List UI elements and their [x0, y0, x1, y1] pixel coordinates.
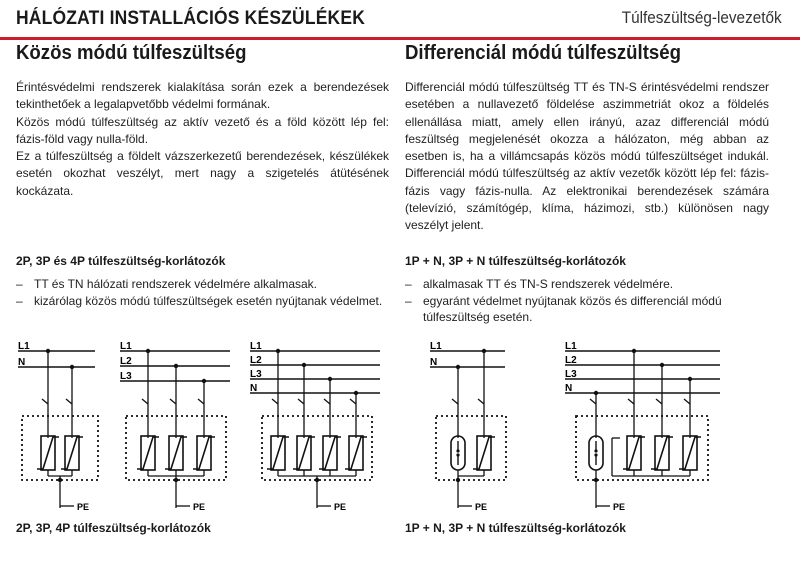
- right-bullet-list: [405, 276, 775, 326]
- diagram-1p-n: [430, 341, 506, 512]
- left-paragraph-1: Érintésvédelmi rendszerek kialakítása során ezek a berendezések tekinthetőek a legalapvetőbb védelmi formának.: [16, 80, 389, 112]
- pe-label: PE: [334, 502, 347, 512]
- pe-label: PE: [475, 502, 488, 512]
- pe-label: PE: [77, 502, 90, 512]
- pe-label: PE: [613, 502, 626, 512]
- list-item: – kizárólag közös módú túlfeszültségek esetén nyújtanak védelmet.: [16, 293, 396, 310]
- line-label: L3: [250, 369, 262, 380]
- line-label: N: [565, 383, 573, 394]
- line-label: L1: [565, 341, 577, 352]
- line-label: L3: [120, 371, 132, 382]
- list-item: – TT és TN hálózati rendszerek védelmére alkalmasak.: [16, 276, 396, 293]
- left-paragraph-2: Közös módú túlfeszültség az aktív vezető és a föld között lép fel: fázis-föld vagy nulla-föld.: [16, 114, 389, 146]
- line-label: L1: [18, 341, 30, 352]
- line-label: L1: [430, 341, 442, 352]
- left-bullet-list: [16, 276, 396, 309]
- line-label: L2: [565, 355, 577, 366]
- line-label: L2: [250, 355, 262, 366]
- left-subtitle: 2P, 3P és 4P túlfeszültség-korlátozók: [16, 254, 226, 268]
- line-label: L2: [120, 356, 132, 367]
- list-item: – alkalmasak TT és TN-S rendszerek védelmére.: [405, 276, 775, 293]
- diagram-4p: [250, 341, 380, 512]
- line-label: N: [430, 357, 438, 368]
- right-caption: 1P + N, 3P + N túlfeszültség-korlátozók: [405, 521, 626, 535]
- page-header-title: HÁLÓZATI INSTALLÁCIÓS KÉSZÜLÉKEK: [16, 8, 366, 29]
- right-paragraph-1: Differenciál módú túlfeszültség TT és TN-S érintésvédelmi rendszer esetében a nullavezető földelése aszimmetriát okoz a földelés ellenállása miatt, amely ellen irányú, azaz differenciál módú feszültség megjelenését okozza a hálózaton, még abban az esetben is, ha a villámcsapás közös módú túlfeszültséget indukál. Differenciál módú túlfeszültség az aktív vezetők között lép fel: fázis-fázis vagy fázis-nulla. Az elektronikai berendezések számára (televízió, számítógép, klíma, házimozi, stb.) különösen nagy veszélyt jelent.: [405, 80, 769, 233]
- page-category: Túlfeszültség-levezetők: [622, 8, 782, 27]
- line-label: N: [18, 357, 26, 368]
- left-description: [16, 79, 389, 200]
- left-section-title: Közös módú túlfeszültség: [16, 42, 247, 64]
- list-item: – egyaránt védelmet nyújtanak közös és differenciál módú túlfeszültség esetén.: [405, 293, 775, 326]
- left-caption: 2P, 3P, 4P túlfeszültség-korlátozók: [16, 521, 211, 535]
- line-label: L3: [565, 369, 577, 380]
- right-subtitle: 1P + N, 3P + N túlfeszültség-korlátozók: [405, 254, 626, 268]
- pe-label: PE: [193, 502, 206, 512]
- diagram-3p: [120, 341, 230, 512]
- line-label: L1: [250, 341, 262, 352]
- header-divider: [0, 37, 800, 40]
- line-label: N: [250, 383, 258, 394]
- wiring-diagrams: [0, 338, 800, 518]
- diagram-2p: [18, 341, 98, 512]
- right-section-title: Differenciál módú túlfeszültség: [405, 42, 681, 64]
- left-paragraph-3: Ez a túlfeszültség a földelt vázszerkezetű berendezések, készülékek esetén okozhat veszélyt, mert nagy a szigetelés átütésének kockázata.: [16, 149, 389, 198]
- right-description: [405, 79, 769, 235]
- diagram-3p-n: [565, 341, 720, 512]
- line-label: L1: [120, 341, 132, 352]
